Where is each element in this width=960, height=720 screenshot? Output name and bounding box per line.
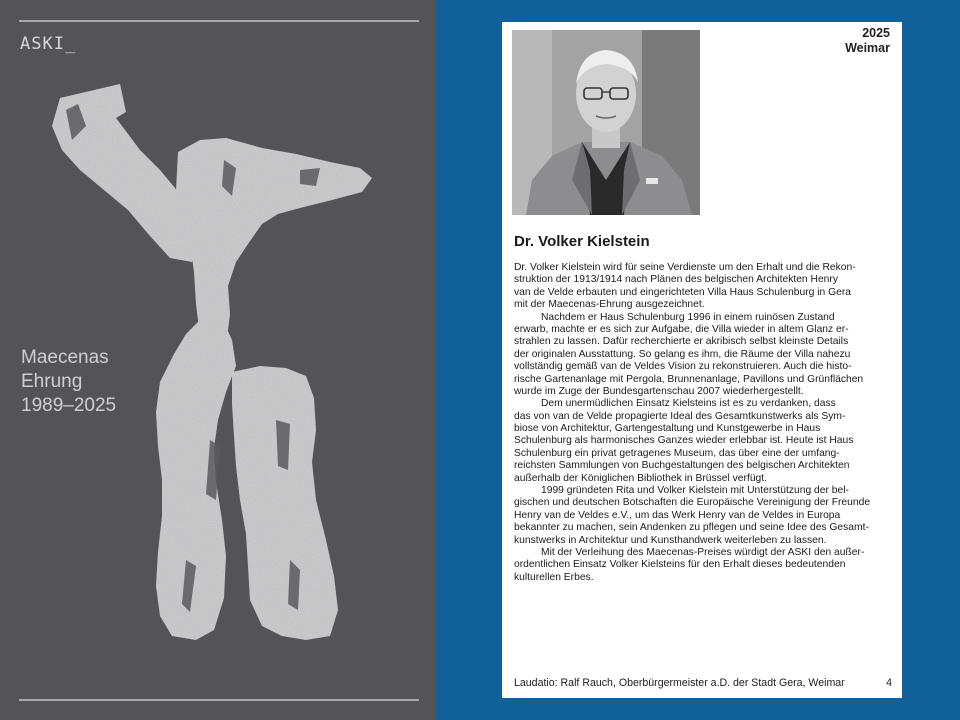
body-line: ordentlichen Einsatz Volker Kielsteins für den Erhalt dieses bedeutenden: [514, 559, 846, 571]
honoree-name: Dr. Volker Kielstein: [514, 233, 650, 250]
body-line: außerhalb der Königlichen Bibliothek in Brüssel verfügt.: [514, 472, 767, 484]
year-place: [845, 26, 890, 56]
year: 2025: [862, 26, 890, 40]
body-line: 1999 gründeten Rita und Volker Kielstein mit Unterstützung der bel-: [541, 485, 849, 497]
cover-bottom-rule: [19, 699, 419, 701]
body-line: reichsten Sammlungen von Buchgestaltungen des belgischen Architekten: [514, 460, 850, 472]
cover-title-line-2: Ehrung: [21, 371, 83, 392]
body-line: wurde im Zuge der Bundesgartenschau 2007 wiederhergestellt.: [514, 385, 804, 397]
body-line: biose von Architektur, Gartengestaltung und Kunstgewerbe in Haus: [514, 423, 821, 435]
body-line: Dr. Volker Kielstein wird für seine Verdienste um den Erhalt und die Rekon-: [514, 262, 856, 273]
body-line: strahlen zu lassen. Dafür recherchierte er akribisch selbst kleinste Details: [514, 336, 849, 348]
body-line: Schulenburg als harmonisches Ganzes wieder erlebbar ist. Heute ist Haus: [514, 435, 854, 447]
body-line: der originalen Ausstattung. So gelang es ihm, die Räume der Villa nahezu: [514, 348, 851, 360]
body-line: Henry van de Veldes e.V., um das Werk Henry van de Veldes in Europa: [514, 509, 841, 521]
page-number: 4: [886, 677, 892, 689]
body-line: erwarb, machte er es sich zur Aufgabe, die Villa wieder in altem Glanz er-: [514, 323, 849, 335]
body-line: struktion der 1913/1914 nach Plänen des belgischen Architekten Henry: [514, 274, 838, 286]
body-line: kulturellen Erbes.: [514, 571, 594, 583]
body-line: kunstwerks in Architektur und Kunsthandwerk weiterleben zu lassen.: [514, 534, 827, 546]
portrait-illustration: [512, 30, 700, 215]
cover-title-line-1: Maecenas: [21, 347, 109, 368]
body-line: Mit der Verleihung des Maecenas-Preises würdigt der ASKI den außer-: [541, 546, 865, 558]
place: Weimar: [845, 41, 890, 55]
body-line: rische Gartenanlage mit Pergola, Brunnenanlage, Pavillons und Grünflächen: [514, 373, 864, 385]
body-line: das von van de Velde propagierte Ideal des Gesamtkunstwerks als Sym-: [514, 410, 846, 422]
body-line: Dem unermüdlichen Einsatz Kielsteins ist es zu verdanken, dass: [541, 398, 836, 410]
brochure-cover: [0, 0, 436, 720]
body-line: gischen und deutschen Botschaften die Europäische Vereinigung der Freunde: [514, 497, 871, 509]
cover-title: [21, 346, 116, 418]
body-text: [514, 262, 900, 584]
cover-title-line-3: 1989–2025: [21, 395, 117, 416]
portrait-photo: [512, 30, 700, 215]
body-line: van de Velde erbauten und eingerichteten Villa Haus Schulenburg in Gera: [514, 286, 851, 298]
laudatio-footer: Laudatio: Ralf Rauch, Oberbürgermeister a.D. der Stadt Gera, Weimar: [514, 677, 845, 689]
body-line: vollständig gemäß van de Veldes Vision zu rekonstruieren. Auch die histo-: [514, 361, 852, 373]
aski-logo: ASKI_: [20, 34, 77, 54]
body-line: mit der Maecenas-Ehrung ausgezeichnet.: [514, 299, 705, 311]
body-line: Schulenburg ein privat getragenes Museum, das über eine der umfang-: [514, 447, 840, 459]
body-line: bekannter zu machen, sein Andenken zu pflegen und seine Idee des Gesamt-: [514, 522, 869, 534]
body-line: Nachdem er Haus Schulenburg 1996 in einem ruinösen Zustand: [541, 311, 835, 323]
brochure-page: [502, 22, 902, 698]
